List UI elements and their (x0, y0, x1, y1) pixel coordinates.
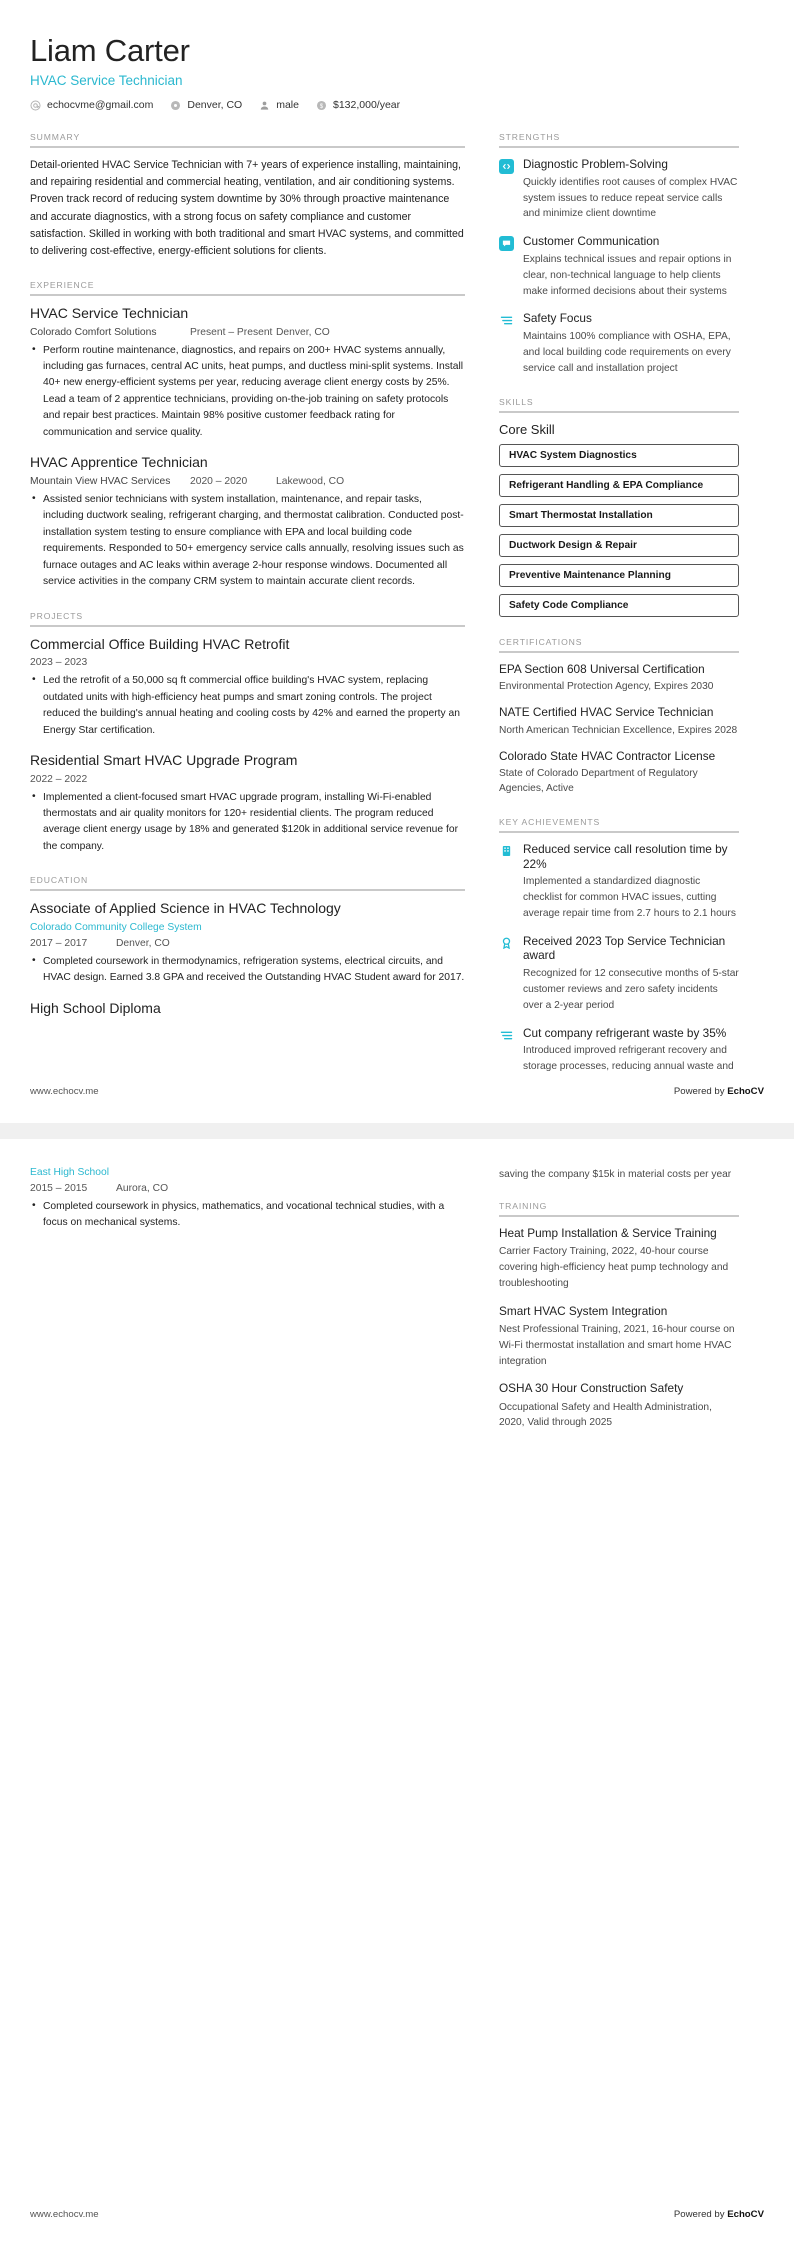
strength-desc: Quickly identifies root causes of complex HVAC system issues to reduce repeat service calls and minimize client downtime (523, 176, 738, 220)
achievement-desc: Recognized for 12 consecutive months of 5-star customer reviews and zero safety incidents over a 2-year period (523, 968, 739, 1011)
footer-site[interactable]: www.echocv.me (30, 1086, 99, 1097)
left-column (30, 132, 465, 1037)
job-meta (30, 327, 465, 338)
strength-title: Customer Communication (523, 234, 660, 249)
candidate-role: HVAC Service Technician (30, 73, 183, 89)
body-columns (30, 132, 764, 1095)
project-entry (30, 636, 465, 739)
lines-icon (499, 313, 514, 328)
achievement-item (499, 842, 739, 922)
section-divider (499, 411, 739, 413)
project-title: Commercial Office Building HVAC Retrofit (30, 635, 290, 652)
job-location: Denver, CO (276, 326, 330, 338)
experience-section-label: EXPERIENCE (30, 280, 95, 291)
footer-powered-brand: EchoCV (727, 2209, 764, 2220)
salary-icon (316, 100, 327, 111)
certification-item (499, 705, 739, 738)
education-dates: 2017 – 2017 (30, 937, 88, 949)
section-divider (499, 1215, 739, 1217)
contact-salary (316, 99, 400, 111)
strength-item (499, 157, 739, 222)
contact-location-text: Denver, CO (187, 99, 243, 112)
summary-section (30, 132, 465, 260)
education-bullets (30, 954, 465, 987)
skills-section-label: SKILLS (499, 396, 534, 407)
experience-entry (30, 305, 465, 441)
education-degree: Associate of Applied Science in HVAC Technology (30, 900, 341, 917)
skill-pill[interactable]: Safety Code Compliance (499, 594, 739, 617)
certification-issuer: State of Colorado Department of Regulatory Agencies, Active (499, 768, 698, 795)
contact-location (170, 99, 242, 111)
skill-pill[interactable]: HVAC System Diagnostics (499, 444, 739, 467)
achievement-title: Cut company refrigerant waste by 35% (523, 1025, 727, 1040)
resume-page-2 (0, 1139, 794, 2246)
education-entry (30, 900, 465, 986)
education-school[interactable]: East High School (30, 1167, 109, 1178)
education-bullets (30, 1199, 465, 1232)
education-entry (30, 1167, 465, 1232)
experience-section (30, 280, 465, 591)
projects-section (30, 611, 465, 856)
lines-icon (499, 1028, 514, 1043)
skill-group-title: Core Skill (499, 421, 555, 437)
footer-powered-brand: EchoCV (727, 1086, 764, 1097)
strength-desc: Maintains 100% compliance with OSHA, EPA, and local building code requirements on every service call and installation project (523, 331, 731, 374)
training-title: OSHA 30 Hour Construction Safety (499, 1381, 684, 1396)
code-badge-icon (499, 159, 514, 174)
job-meta (30, 476, 465, 487)
achievement-desc: Introduced improved refrigerant recovery and storage processes, reducing annual waste and (523, 1045, 734, 1073)
right-column (499, 132, 739, 1095)
education-school[interactable]: Colorado Community College System (30, 921, 202, 933)
strength-body (523, 311, 739, 376)
achievement-body (523, 1026, 739, 1075)
key-achievements-section (499, 817, 739, 1075)
page-separator (0, 1123, 794, 1139)
job-dates: Present – Present (190, 326, 273, 338)
footer-powered-prefix: Powered by (673, 1086, 728, 1097)
person-icon (259, 100, 270, 111)
left-column-page2 (30, 1167, 465, 1245)
certification-title: EPA Section 608 Universal Certification (499, 661, 705, 676)
strength-body (523, 157, 739, 222)
education-location: Aurora, CO (116, 1183, 169, 1194)
job-bullets (30, 492, 465, 591)
list-item: • Perform routine maintenance, diagnostics, and repairs on 200+ HVAC systems annually, including gas furnaces, central AC units, heat pumps, and ductless mini-split systems. Install 40+ new energy-efficient systems per year, reducing average client energy costs by 25%. Lead a team of 2 apprentice technicians, providing on-the-job training on safety protocols and repair best practices. Maintain 98% positive customer feedback rating for communication and service quality. (43, 343, 465, 442)
section-divider (499, 146, 739, 148)
job-location: Lakewood, CO (276, 475, 345, 487)
education-entry (30, 1000, 465, 1018)
skill-pill[interactable]: Ductwork Design & Repair (499, 534, 739, 557)
footer-powered-prefix: Powered by (673, 2209, 728, 2220)
candidate-name: Liam Carter (30, 33, 190, 68)
footer-brand (674, 2209, 764, 2220)
achievement-desc: Implemented a standardized diagnostic checklist for common HVAC issues, cutting average repair time from 2.7 hours to 2.1 hours (523, 876, 736, 919)
resume-header (30, 34, 764, 111)
footer-brand (674, 1086, 764, 1097)
certification-title: Colorado State HVAC Contractor License (499, 748, 716, 763)
skill-pill[interactable]: Preventive Maintenance Planning (499, 564, 739, 587)
training-item (499, 1226, 739, 1292)
section-divider (30, 625, 465, 627)
strength-title: Diagnostic Problem-Solving (523, 157, 668, 172)
contact-gender-text: male (276, 99, 299, 112)
list-item: • Led the retrofit of a 50,000 sq ft commercial office building's HVAC system, replacing outdated units with high-efficiency heat pumps and smart zoning controls. The project reduced the building's annual heating and cooling costs by 42% and earned the property an Energy Star certification. (43, 673, 465, 739)
section-divider (499, 831, 739, 833)
achievement-body (523, 842, 739, 922)
training-desc: Carrier Factory Training, 2022, 40-hour course covering high-efficiency heat pump technology and troubleshooting (499, 1246, 729, 1289)
project-period: 2023 – 2023 (30, 657, 88, 669)
list-item: • Completed coursework in physics, mathematics, and vocational technical studies, with a focus on mechanical systems. (43, 1199, 465, 1232)
building-icon (499, 844, 514, 859)
education-section (30, 875, 465, 1017)
project-title: Residential Smart HVAC Upgrade Program (30, 752, 298, 769)
experience-entry (30, 454, 465, 590)
skill-pill[interactable]: Refrigerant Handling & EPA Compliance (499, 474, 739, 497)
training-section-label: TRAINING (499, 1200, 548, 1211)
projects-section-label: PROJECTS (30, 610, 84, 621)
certifications-section (499, 637, 739, 797)
summary-section-label: SUMMARY (30, 132, 81, 143)
section-divider (30, 889, 465, 891)
certification-item (499, 749, 739, 797)
strength-body (523, 234, 739, 299)
contact-email-text: echocvme@gmail.com (47, 99, 154, 112)
achievement-item (499, 934, 739, 1014)
certifications-section-label: CERTIFICATIONS (499, 636, 583, 647)
training-desc: Occupational Safety and Health Administration, 2020, Valid through 2025 (499, 1401, 712, 1429)
location-icon (170, 100, 181, 111)
list-item: • Completed coursework in thermodynamics, refrigeration systems, electrical circuits, and HVAC design. Earned 3.8 GPA and received the Outstanding HVAC Student award for 2017. (43, 954, 465, 987)
achievement-item (499, 1026, 739, 1075)
education-location: Denver, CO (116, 937, 170, 949)
strength-desc: Explains technical issues and repair options in clear, non-technical language to help clients make informed decisions about their systems (523, 254, 732, 297)
education-dates: 2015 – 2015 (30, 1183, 88, 1194)
contact-row (30, 99, 764, 111)
training-section (499, 1201, 739, 1431)
job-dates: 2020 – 2020 (190, 475, 248, 487)
strengths-section-label: STRENGTHS (499, 132, 561, 143)
section-divider (30, 294, 465, 296)
skill-pill[interactable]: Smart Thermostat Installation (499, 504, 739, 527)
section-divider (499, 651, 739, 653)
achievement-title: Reduced service call resolution time by 22% (523, 841, 728, 871)
training-title: Heat Pump Installation & Service Training (499, 1225, 717, 1240)
right-column-page2 (499, 1167, 739, 1451)
job-company: Mountain View HVAC Services (30, 475, 171, 487)
education-meta-dates (30, 1183, 465, 1194)
strength-item (499, 234, 739, 299)
contact-salary-text: $132,000/year (332, 99, 401, 112)
project-bullets (30, 673, 465, 739)
certification-item (499, 662, 739, 695)
body-columns-page2 (30, 1167, 764, 1451)
strength-item (499, 311, 739, 376)
education-degree: High School Diploma (30, 999, 161, 1016)
training-title: Smart HVAC System Integration (499, 1303, 668, 1318)
key-achievements-section-label: KEY ACHIEVEMENTS (499, 816, 601, 827)
training-item (499, 1304, 739, 1370)
certification-issuer: North American Technician Excellence, Expires 2028 (499, 724, 738, 736)
page-footer (30, 1086, 764, 1097)
footer-site[interactable]: www.echocv.me (30, 2209, 99, 2220)
job-title: HVAC Service Technician (30, 305, 189, 322)
project-bullets (30, 790, 465, 856)
education-meta-dates (30, 938, 465, 949)
job-bullets (30, 343, 465, 442)
skills-section (499, 397, 739, 617)
svg-text:$: $ (319, 102, 324, 110)
education-section-label: EDUCATION (30, 875, 89, 886)
job-title: HVAC Apprentice Technician (30, 454, 208, 471)
list-item: • Implemented a client-focused smart HVAC upgrade program, installing Wi-Fi-enabled thermostats and air quality monitors for 120+ residential clients. The program reduced average client energy usage by 18% and generated $120k in additional service revenue for the company. (43, 790, 465, 856)
contact-gender (259, 99, 299, 111)
education-meta (30, 1167, 465, 1178)
certification-title: NATE Certified HVAC Service Technician (499, 705, 714, 720)
list-item: • Assisted senior technicians with system installation, maintenance, and repair tasks, including ductwork sealing, refrigerant charging, and thermostat calibration. Conducted post-installation system testing to ensure compliance with EPA and local building code requirements. Responded to 50+ emergency service calls annually, resolving issues such as furnace outages and AC leaks within average 2-hour response windows. Documented all service activities in the company CRM system to maintain accurate client records. (43, 492, 465, 591)
achievement-title: Received 2023 Top Service Technician award (523, 933, 726, 963)
contact-email (30, 99, 153, 111)
achievement-continuation: saving the company $15k in material costs per year (499, 1169, 732, 1180)
achievement-body (523, 934, 739, 1014)
summary-text: Detail-oriented HVAC Service Technician with 7+ years of experience installing, maintaining, and repairing residential and commercial heating, ventilation, and air conditioning systems. Proven track record of reducing system downtime by 30% through proactive maintenance and accurate diagnostics, with a strong focus on safety compliance and customer satisfaction. Skilled in working with both traditional and smart HVAC systems, and committed to delivering cost-effective, energy-efficient solutions for clients. (30, 159, 464, 257)
training-desc: Nest Professional Training, 2021, 16-hour course on Wi-Fi thermostat installation and smart home HVAC integration (499, 1323, 735, 1367)
email-icon (30, 100, 41, 111)
page-footer (30, 2209, 764, 2220)
project-period: 2022 – 2022 (30, 773, 88, 785)
job-company: Colorado Comfort Solutions (30, 326, 157, 338)
certification-issuer: Environmental Protection Agency, Expires 2030 (499, 680, 714, 692)
education-meta (30, 922, 465, 933)
project-entry (30, 752, 465, 855)
section-divider (30, 146, 465, 148)
training-item (499, 1381, 739, 1431)
strengths-section (499, 132, 739, 377)
award-icon (499, 936, 514, 951)
chat-icon (499, 236, 514, 251)
strength-title: Safety Focus (523, 311, 592, 326)
